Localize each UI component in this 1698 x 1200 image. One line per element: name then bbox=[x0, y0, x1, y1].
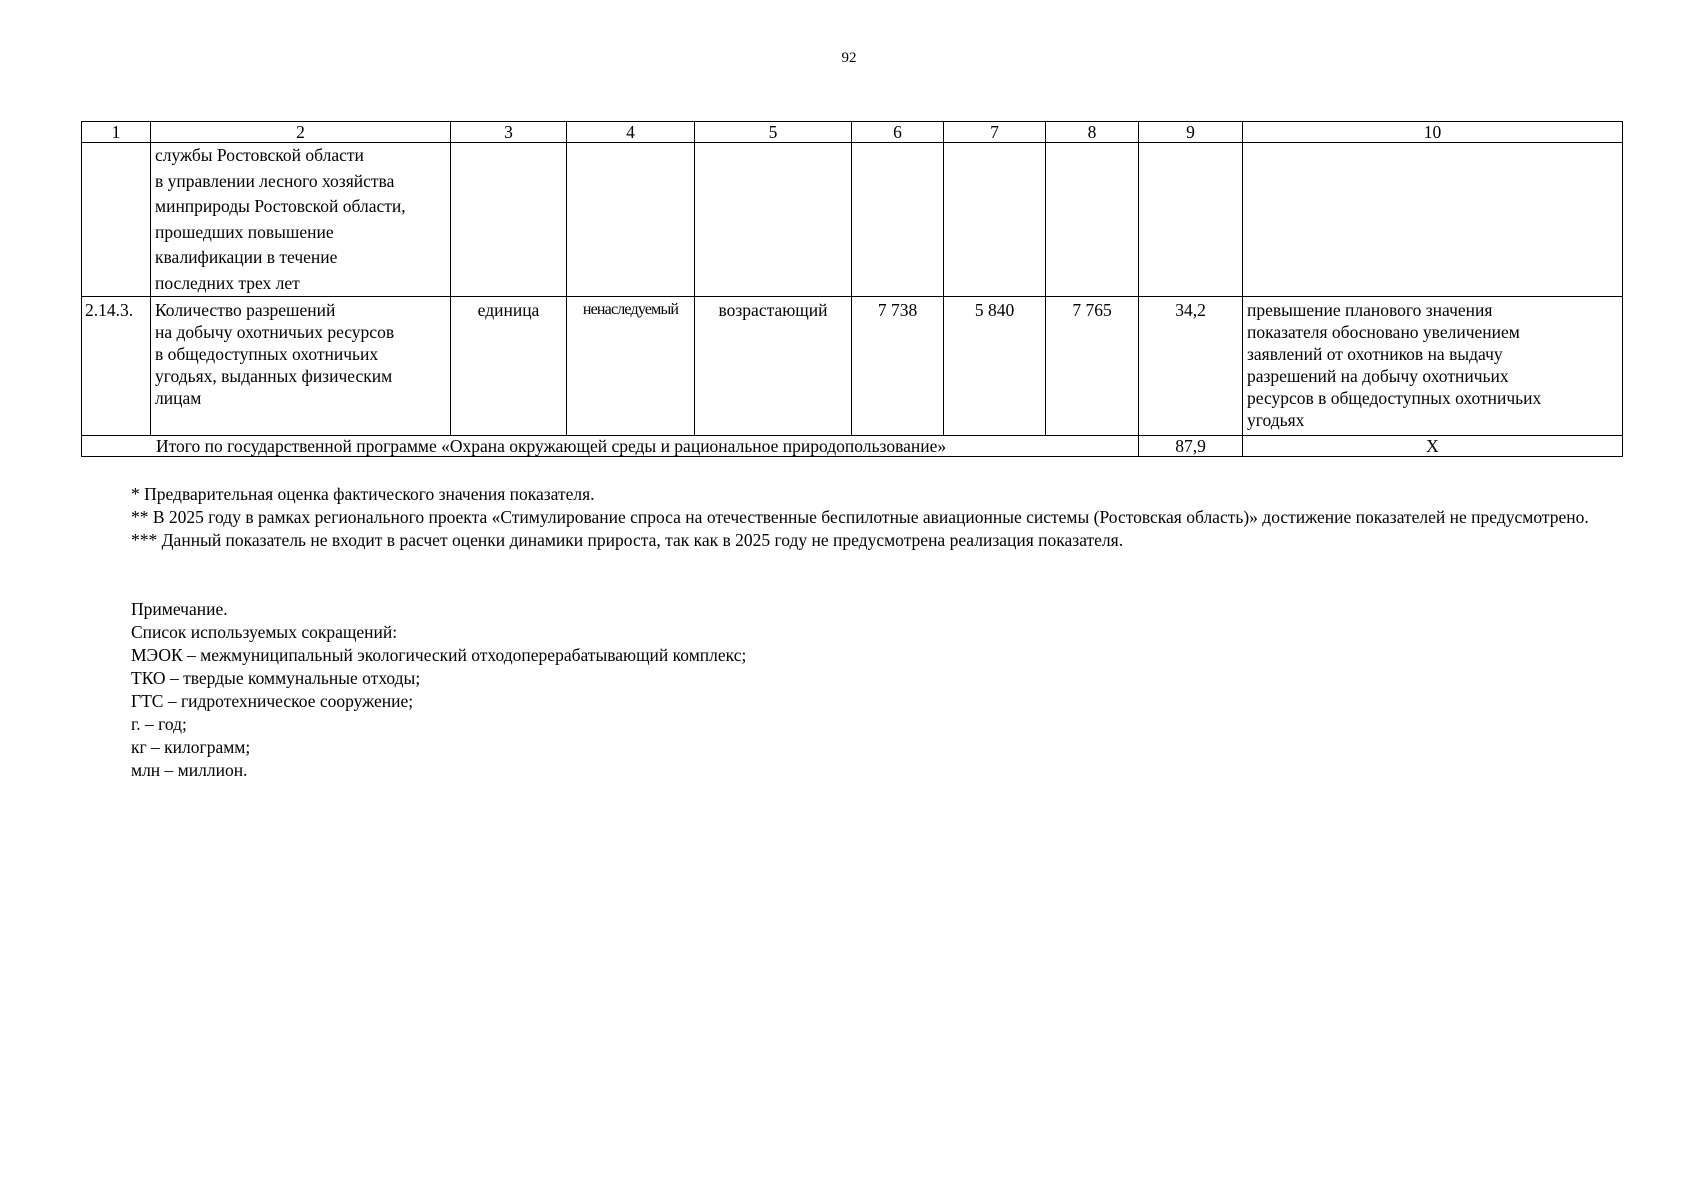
abbreviation-item: млн – миллион. bbox=[131, 760, 248, 780]
abbreviation-item: кг – килограмм; bbox=[131, 737, 251, 757]
column-header: 1 bbox=[82, 122, 151, 143]
total-value: 87,9 bbox=[1139, 436, 1243, 457]
type-cell bbox=[567, 143, 695, 297]
value-cell: 34,2 bbox=[1139, 297, 1243, 436]
indicators-table bbox=[81, 121, 1623, 457]
page-number: 92 bbox=[841, 50, 857, 66]
direction-cell: возрастающий bbox=[695, 297, 852, 436]
value-cell: 5 840 bbox=[944, 297, 1046, 436]
table-row bbox=[82, 143, 1623, 297]
column-header: 5 bbox=[695, 122, 852, 143]
value-cell bbox=[1139, 143, 1243, 297]
value-cell: 7 738 bbox=[852, 297, 944, 436]
value-cell bbox=[944, 143, 1046, 297]
column-header: 2 bbox=[151, 122, 451, 143]
abbreviation-item: ТКО – твердые коммунальные отходы; bbox=[131, 668, 421, 688]
footnotes bbox=[81, 483, 1622, 552]
indicator-name: службы Ростовской области в управлении лесного хозяйства минприроды Ростовской области, прошедших повышение квалификации в течение последних трех лет bbox=[151, 143, 451, 297]
unit-cell bbox=[451, 143, 567, 297]
total-mark: Х bbox=[1243, 436, 1623, 457]
indicator-name: Количество разрешений на добычу охотничьих ресурсов в общедоступных охотничьих угодьях, выданных физическим лицам bbox=[151, 297, 451, 436]
unit-cell: единица bbox=[451, 297, 567, 436]
abbreviation-item: МЭОК – межмуниципальный экологический отходоперерабатывающий комплекс; bbox=[131, 645, 747, 665]
column-header: 8 bbox=[1046, 122, 1139, 143]
value-cell bbox=[1046, 143, 1139, 297]
column-header: 10 bbox=[1243, 122, 1623, 143]
abbreviation-item: г. – год; bbox=[131, 714, 187, 734]
comment-cell: превышение планового значения показателя обосновано увеличением заявлений от охотников на выдачу разрешений на добычу охотничьих ресурсов в общедоступных охотничьих угодьях bbox=[1243, 297, 1623, 436]
column-header: 4 bbox=[567, 122, 695, 143]
comment-cell bbox=[1243, 143, 1623, 297]
column-header: 3 bbox=[451, 122, 567, 143]
note-title: Примечание. bbox=[131, 599, 228, 619]
abbreviations-note bbox=[131, 598, 746, 782]
abbreviation-item: ГТС – гидротехническое сооружение; bbox=[131, 691, 414, 711]
type-cell: ненаследуемый bbox=[567, 297, 695, 436]
column-header: 6 bbox=[852, 122, 944, 143]
note-subtitle: Список используемых сокращений: bbox=[131, 622, 398, 642]
value-cell: 7 765 bbox=[1046, 297, 1139, 436]
value-cell bbox=[852, 143, 944, 297]
row-number: 2.14.3. bbox=[82, 297, 151, 436]
footnote: ** В 2025 году в рамках регионального проекта «Стимулирование спроса на отечественные беспилотные авиационные системы (Ростовская область)» достижение показателей не предусмотрено. bbox=[131, 507, 1589, 527]
direction-cell bbox=[695, 143, 852, 297]
column-header: 9 bbox=[1139, 122, 1243, 143]
table-header-row bbox=[82, 122, 1623, 143]
column-header: 7 bbox=[944, 122, 1046, 143]
footnote: * Предварительная оценка фактического значения показателя. bbox=[131, 484, 595, 504]
total-row bbox=[82, 436, 1623, 457]
total-label: Итого по государственной программе «Охрана окружающей среды и рациональное природопользование» bbox=[82, 436, 1139, 457]
row-number bbox=[82, 143, 151, 297]
table-row bbox=[82, 297, 1623, 436]
footnote: *** Данный показатель не входит в расчет оценки динамики прироста, так как в 2025 году не предусмотрена реализация показателя. bbox=[131, 530, 1124, 550]
